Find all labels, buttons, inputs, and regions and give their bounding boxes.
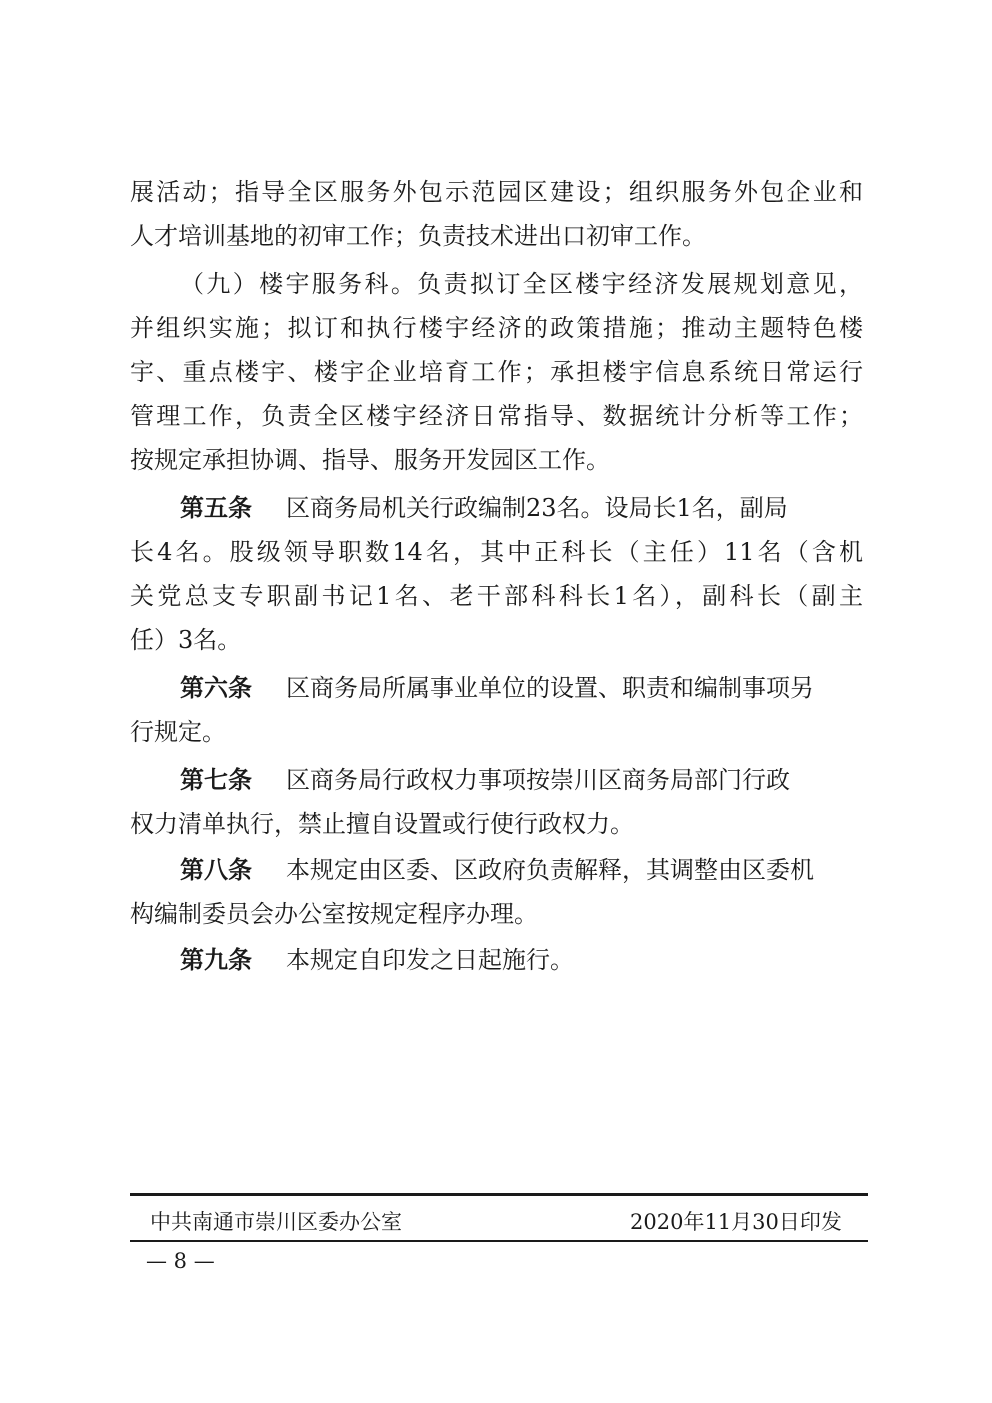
article-label: 第七条 [180, 766, 252, 794]
article-text: 本规定自印发之日起施行。 [286, 946, 574, 974]
body-line: （九）楼宇服务科。负责拟订全区楼宇经济发展规划意见， [180, 270, 863, 298]
article-7-first-line [180, 758, 863, 802]
article-line: 构编制委员会办公室按规定程序办理。 [130, 900, 538, 928]
article-line: 任）3名。 [130, 626, 242, 654]
body-line: 并组织实施；拟订和执行楼宇经济的政策措施；推动主题特色楼 [130, 314, 863, 342]
article-line: 长4名。股级领导职数14名，其中正科长（主任）11名（含机 [130, 538, 863, 566]
article-line: 行规定。 [130, 718, 226, 746]
body-line: 管理工作，负责全区楼宇经济日常指导、数据统计分析等工作； [130, 402, 863, 430]
article-line: 权力清单执行，禁止擅自设置或行使行政权力。 [130, 810, 634, 838]
article-label: 第八条 [180, 856, 252, 884]
article-6-first-line [180, 666, 863, 710]
page-number: — 8 — [146, 1249, 215, 1273]
article-text: 区商务局所属事业单位的设置、职责和编制事项另 [286, 674, 814, 702]
article-9-first-line [180, 938, 863, 982]
footer-bottom-rule [130, 1240, 868, 1242]
article-label: 第六条 [180, 674, 252, 702]
article-label: 第九条 [180, 946, 252, 974]
body-line: 按规定承担协调、指导、服务开发园区工作。 [130, 446, 610, 474]
footer-issuer: 中共南通市崇川区委办公室 [150, 1210, 402, 1234]
body-line: 宇、重点楼宇、楼宇企业培育工作；承担楼宇信息系统日常运行 [130, 358, 863, 386]
article-label: 第五条 [180, 494, 252, 522]
article-line: 关党总支专职副书记1名、老干部科科长1名），副科长（副主 [130, 582, 863, 610]
article-text: 区商务局行政权力事项按崇川区商务局部门行政 [286, 766, 790, 794]
article-8-first-line [180, 848, 863, 892]
footer-date: 2020年11月30日印发 [630, 1210, 842, 1234]
body-line: 展活动；指导全区服务外包示范园区建设；组织服务外包企业和 [130, 178, 863, 206]
body-line: 人才培训基地的初审工作；负责技术进出口初审工作。 [130, 222, 706, 250]
footer-top-rule [130, 1193, 868, 1196]
article-text: 本规定由区委、区政府负责解释，其调整由区委机 [286, 856, 814, 884]
article-text: 区商务局机关行政编制23名。设局长1名，副局 [286, 494, 788, 522]
article-5-first-line [180, 486, 863, 530]
